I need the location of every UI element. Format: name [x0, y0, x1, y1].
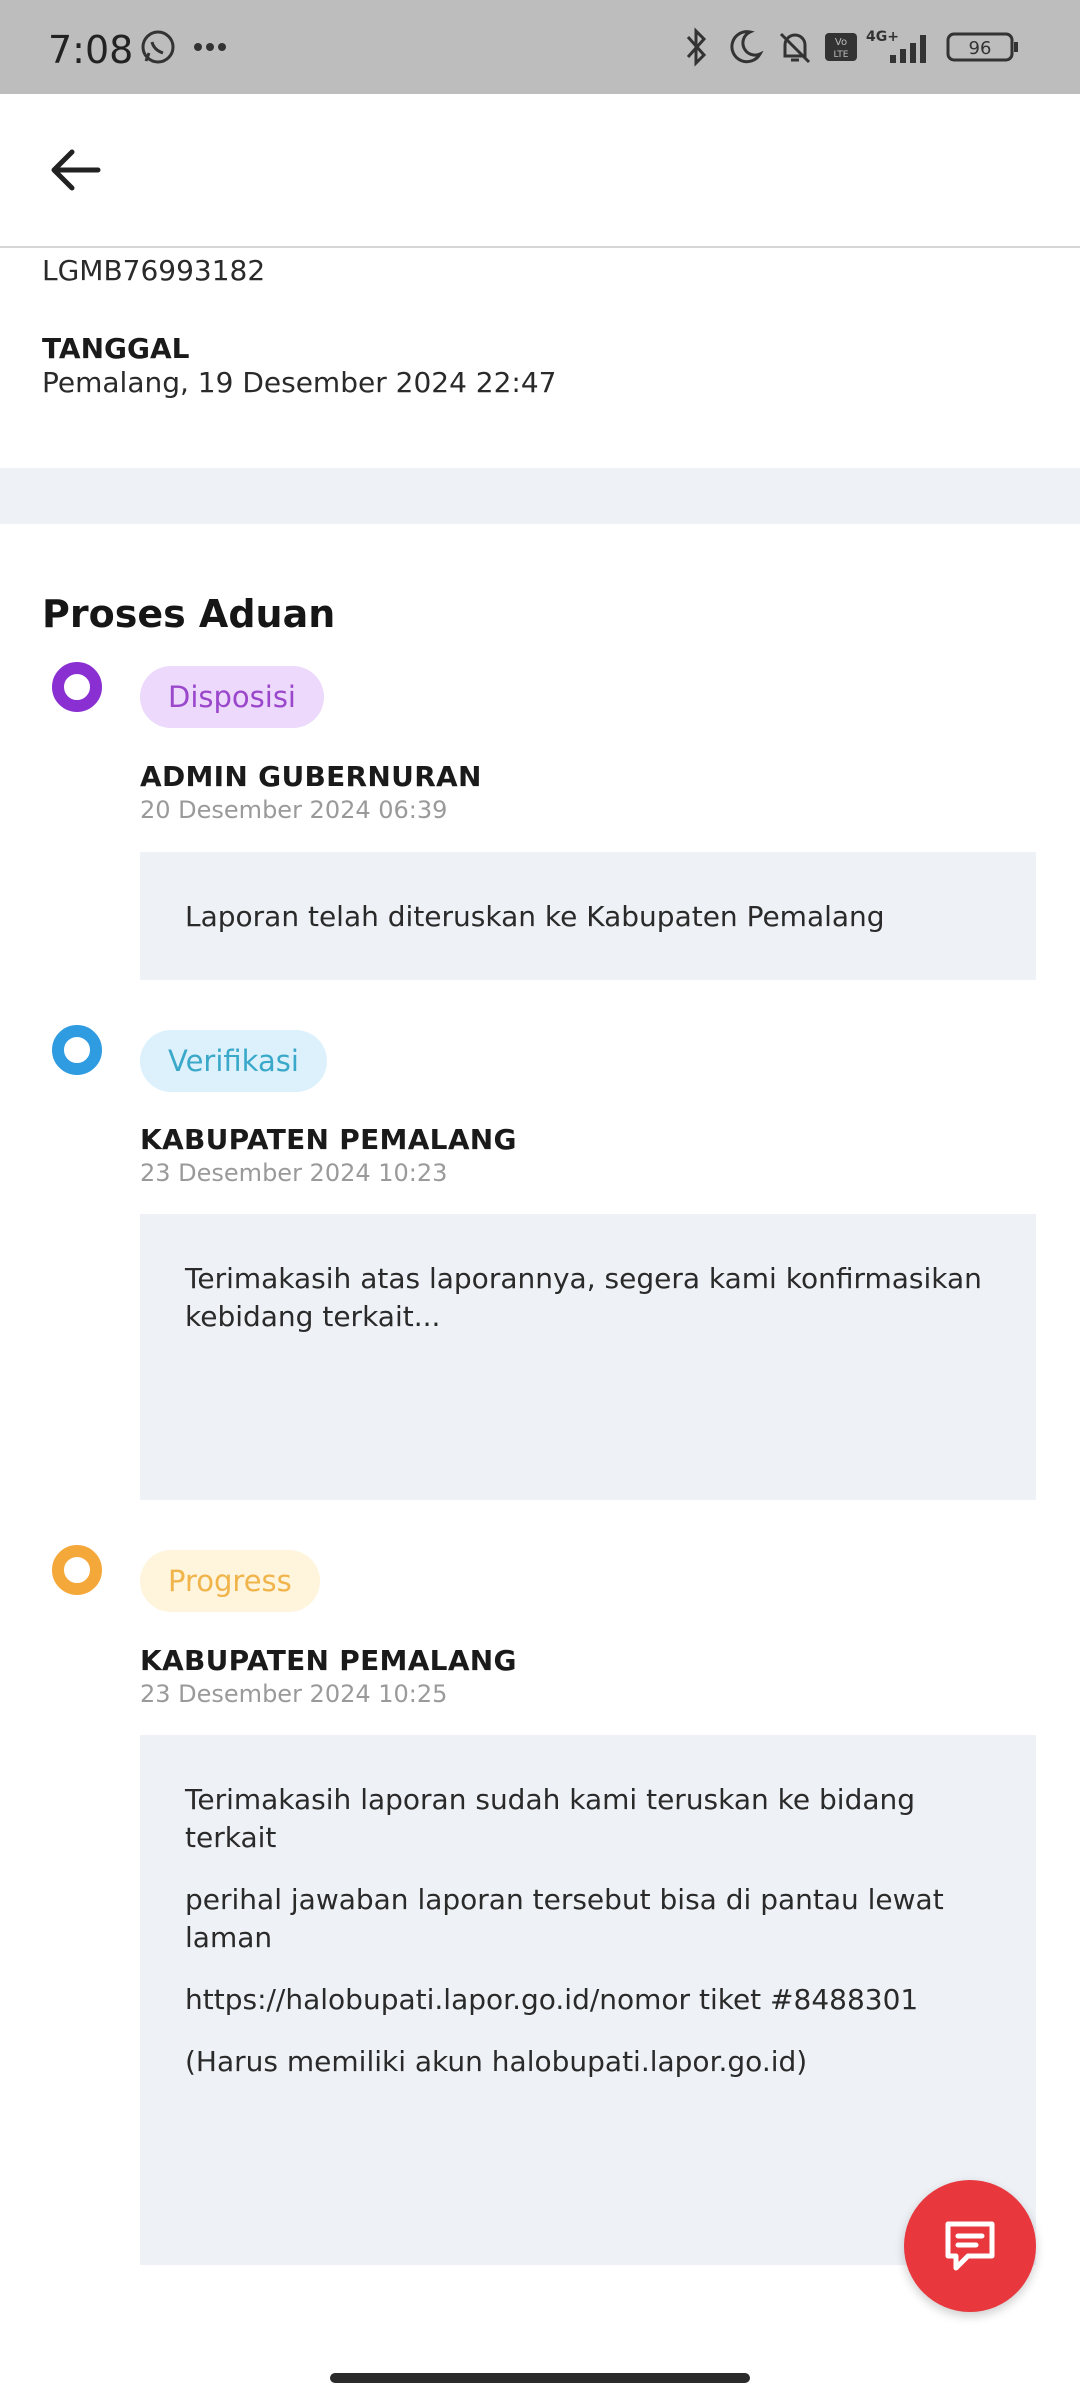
status-bar — [0, 0, 1080, 94]
step-actor: KABUPATEN PEMALANG — [140, 1644, 517, 1677]
status-time: 7:08 — [48, 28, 134, 72]
step-message-card — [140, 852, 1036, 980]
step-message: Terimakasih atas laporannya, segera kami konfirmasikan kebidang terkait... — [185, 1262, 982, 1333]
step-message: Terimakasih laporan sudah kami teruskan ke bidang terkait — [185, 1783, 916, 1854]
section-title: Proses Aduan — [42, 592, 336, 636]
arrow-left-icon — [40, 134, 112, 206]
section-divider — [0, 468, 1080, 524]
more-notifications-icon — [192, 22, 228, 72]
battery-icon — [946, 22, 1020, 72]
step-time: 23 Desember 2024 10:25 — [140, 1680, 448, 1708]
step-message-link[interactable]: https://halobupati.lapor.go.id/nomor tiket #8488301 — [185, 1983, 919, 2016]
step-time: 23 Desember 2024 10:23 — [140, 1159, 448, 1187]
step-message: perihal jawaban laporan tersebut bisa di pantau lewat laman — [185, 1883, 944, 1954]
timeline-dot-verifikasi — [52, 1025, 102, 1075]
signal-4g-icon — [864, 22, 936, 72]
step-message: (Harus memiliki akun halobupati.lapor.go.id) — [185, 2045, 808, 2078]
step-message-card — [140, 1735, 1036, 2265]
svg-text:Vo: Vo — [834, 37, 848, 48]
do-not-disturb-moon-icon — [726, 22, 764, 72]
svg-text:LTE: LTE — [833, 50, 849, 60]
step-actor: KABUPATEN PEMALANG — [140, 1123, 517, 1156]
battery-level: 96 — [968, 38, 992, 59]
back-button[interactable] — [40, 134, 112, 206]
step-actor: ADMIN GUBERNURAN — [140, 760, 482, 793]
app-bar — [0, 94, 1080, 248]
chat-icon — [938, 2214, 1002, 2278]
whatsapp-icon — [138, 22, 178, 72]
status-badge-progress: Progress — [140, 1550, 320, 1612]
date-label: TANGGAL — [42, 332, 190, 365]
chat-fab-button[interactable] — [904, 2180, 1036, 2312]
status-badge-verifikasi: Verifikasi — [140, 1030, 327, 1092]
status-badge-disposisi: Disposisi — [140, 666, 324, 728]
date-value: Pemalang, 19 Desember 2024 22:47 — [42, 366, 557, 399]
bluetooth-icon — [682, 22, 710, 72]
ticket-id: LGMB76993182 — [42, 254, 266, 287]
home-indicator[interactable] — [330, 2373, 750, 2383]
network-type: 4G+ — [866, 29, 899, 45]
step-message: Laporan telah diteruskan ke Kabupaten Pemalang — [185, 900, 885, 933]
step-time: 20 Desember 2024 06:39 — [140, 796, 448, 824]
timeline-dot-progress — [52, 1545, 102, 1595]
bell-off-icon — [776, 22, 814, 72]
volte-icon — [824, 22, 858, 72]
step-message-card — [140, 1214, 1036, 1500]
timeline-dot-disposisi — [52, 662, 102, 712]
